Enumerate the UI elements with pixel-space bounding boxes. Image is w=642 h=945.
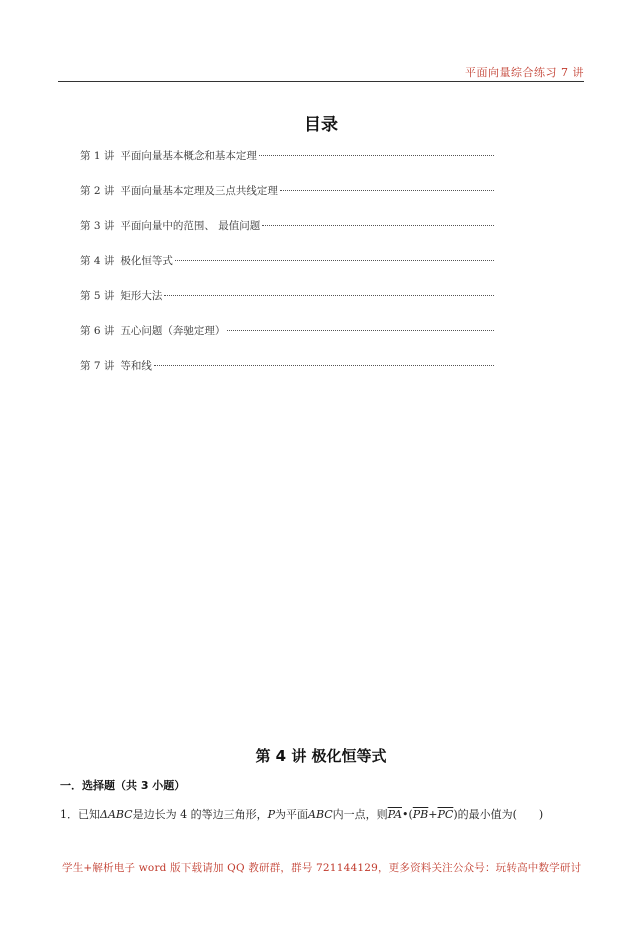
question-text: 是边长为 4 的等边三角形， <box>132 808 268 821</box>
toc-entry-4[interactable] <box>80 253 494 288</box>
toc-entry-number: 第 2 讲 <box>80 185 115 197</box>
toc-entry-text: 平面向量基本定理及三点共线定理 <box>120 185 278 197</box>
footer-note: 学生+解析电子 word 版下载请加 QQ 教研群，群号 721144129，更多资料关注公众号：玩转高中数学研讨 <box>62 862 582 874</box>
toc-entry-number: 第 5 讲 <box>80 290 115 302</box>
toc-entry-text: 五心问题（奔驰定理） <box>120 325 226 337</box>
question-text: 已知 <box>78 808 100 821</box>
toc-entry-3[interactable] <box>80 218 494 253</box>
toc-entry-number: 第 3 讲 <box>80 220 115 232</box>
question-1 <box>60 806 580 822</box>
toc-dot-leader <box>154 364 494 366</box>
toc-entry-text: 极化恒等式 <box>120 255 173 267</box>
plane-label: ABC <box>308 808 333 821</box>
dot-operator: •( <box>402 808 413 821</box>
toc-entry-7[interactable] <box>80 358 494 393</box>
toc-entry-text: 等和线 <box>120 360 152 372</box>
table-of-contents <box>80 148 494 393</box>
toc-entry-text: 矩形大法 <box>120 290 163 302</box>
toc-entry-text: 平面向量基本概念和基本定理 <box>120 150 257 162</box>
vector-pc: $\overline{PC}$ <box>437 808 454 821</box>
toc-entry-5[interactable] <box>80 288 494 323</box>
vector-pb: $\overline{PB}$ <box>412 808 429 821</box>
toc-entry-number: 第 6 讲 <box>80 325 115 337</box>
toc-entry-2[interactable] <box>80 183 494 218</box>
toc-dot-leader <box>227 329 494 331</box>
toc-entry-1[interactable] <box>80 148 494 183</box>
toc-entry-number: 第 4 讲 <box>80 255 115 267</box>
question-number: 1． <box>60 808 78 821</box>
plus-operator: + <box>428 808 438 821</box>
question-text: 为平面 <box>275 808 308 821</box>
toc-dot-leader <box>280 189 494 191</box>
header-title: 平面向量综合练习 7 讲 <box>465 66 584 79</box>
lecture-title: 第 4 讲 极化恒等式 <box>255 747 387 765</box>
toc-title: 目录 <box>304 115 338 135</box>
question-text: )的最小值为( ) <box>453 808 544 821</box>
toc-dot-leader <box>259 154 494 156</box>
header-divider <box>58 81 584 82</box>
toc-dot-leader <box>164 294 494 296</box>
toc-entry-6[interactable] <box>80 323 494 358</box>
toc-entry-number: 第 1 讲 <box>80 150 115 162</box>
toc-dot-leader <box>175 259 494 261</box>
toc-entry-text: 平面向量中的范围、 最值问题 <box>120 220 261 232</box>
question-text: 内一点，则 <box>332 808 388 821</box>
toc-entry-number: 第 7 讲 <box>80 360 115 372</box>
toc-dot-leader <box>262 224 494 226</box>
vector-pa: $\overline{PA}$ <box>387 808 402 821</box>
section-heading: 一．选择题（共 3 小题） <box>60 779 186 792</box>
triangle-label: ΔABC <box>100 808 133 821</box>
point-label: P <box>267 808 275 821</box>
